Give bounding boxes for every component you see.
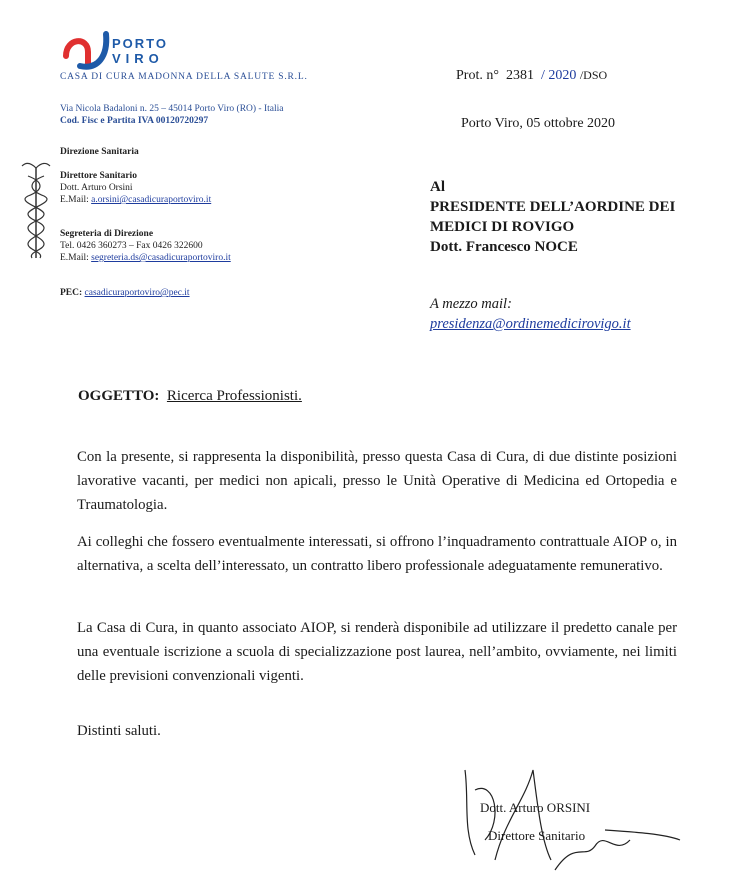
direzione-label: Direzione Sanitaria — [60, 147, 139, 157]
protocol-label: Prot. n° — [456, 68, 499, 83]
director-email-label: E.Mail: — [60, 195, 92, 205]
director-name: Dott. Arturo Orsini — [60, 183, 133, 193]
director-email-row — [60, 194, 211, 206]
segreteria-phone: Tel. 0426 360273 – Fax 0426 322600 — [60, 241, 203, 251]
closing-salutation: Distinti saluti. — [77, 723, 161, 739]
signature-title: Direttore Sanitario — [488, 828, 586, 843]
delivery-block — [430, 294, 631, 334]
protocol-sep: / — [540, 68, 545, 83]
signature-block — [480, 794, 590, 850]
body-paragraph-3 — [77, 616, 677, 688]
body-p3-text: La Casa di Cura, in quanto associato AIOP, si renderà disponibile ad utilizzare il predetto canale per una eventuale iscrizione a scuola di specializzazione post laurea, nell’ambito, ovviamente, nei limiti delle previsioni convenzionali vigenti. — [77, 620, 677, 684]
body-paragraph-2 — [77, 530, 677, 578]
segreteria-email-label: E.Mail: — [60, 253, 92, 263]
recipient-block — [430, 177, 675, 257]
recipient-prefix: Al — [430, 179, 445, 195]
segreteria-email-row — [60, 252, 231, 264]
protocol-suffix: /DSO — [579, 68, 608, 82]
signature-name: Dott. Arturo ORSINI — [480, 800, 591, 815]
recipient-line3: Dott. Francesco NOCE — [430, 239, 578, 255]
protocol-year: 2020 — [548, 68, 577, 83]
address-line1: Via Nicola Badaloni n. 25 – 45014 Porto Viro (RO) - Italia — [60, 104, 284, 114]
logo-line1: PORTO — [112, 36, 168, 51]
body-paragraph-1 — [77, 445, 677, 517]
direzione-heading — [60, 146, 139, 158]
segreteria-title: Segreteria di Direzione — [60, 229, 154, 239]
recipient-line1: PRESIDENTE DELL’AORDINE DEI — [430, 199, 676, 215]
delivery-email-link[interactable]: presidenza@ordinemedicirovigo.it — [430, 316, 631, 332]
place-date: Porto Viro, 05 ottobre 2020 — [461, 116, 616, 131]
director-title: Direttore Sanitario — [60, 171, 137, 181]
company-address — [60, 103, 283, 127]
segreteria-email-link[interactable]: segreteria.ds@casadicuraportoviro.it — [91, 253, 231, 263]
logo-line2: VIRO — [112, 51, 164, 66]
protocol-value: 2381 — [505, 68, 534, 83]
director-block — [60, 170, 211, 206]
company-name: CASA DI CURA MADONNA DELLA SALUTE S.R.L. — [60, 72, 308, 82]
caduceus-icon — [18, 160, 54, 260]
logo-text — [112, 36, 168, 66]
subject-line — [78, 388, 302, 405]
delivery-label: A mezzo mail: — [430, 296, 512, 312]
pec-row — [60, 287, 190, 299]
body-p1-text: Con la presente, si rappresenta la disponibilità, presso questa Casa di Cura, di due distinte posizioni lavorative vacanti, per medici non apicali, presso le Unità Operative di Medicina ed Ortopedia e Traumatologia. — [77, 449, 677, 513]
pec-label: PEC: — [60, 288, 85, 298]
pec-link[interactable]: casadicuraportoviro@pec.it — [84, 288, 190, 298]
protocol-number — [456, 68, 607, 84]
body-p2-text: Ai colleghi che fossero eventualmente interessati, si offrono l’inquadramento contrattuale AIOP o, in alternativa, a scelta dell’interessato, un contratto libero professionale adeguatamente remunerativo. — [77, 534, 677, 574]
subject-value: Ricerca Professionisti. — [166, 388, 302, 404]
segreteria-block — [60, 228, 231, 264]
director-email-link[interactable]: a.orsini@casadicuraportoviro.it — [91, 195, 212, 205]
address-line2: Cod. Fisc e Partita IVA 00120720297 — [60, 116, 209, 126]
recipient-line2: MEDICI DI ROVIGO — [430, 219, 575, 235]
subject-label: OGGETTO: — [78, 388, 160, 404]
